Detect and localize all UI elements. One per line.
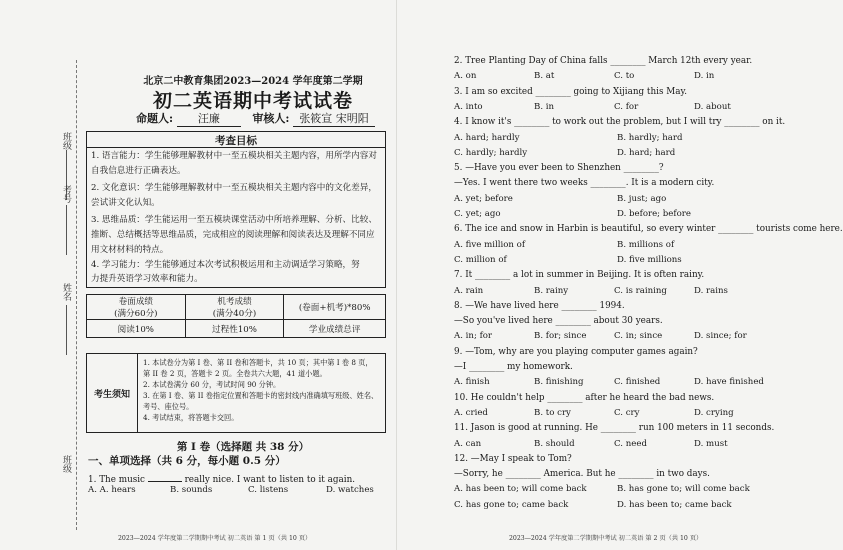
option-d[interactable]: D. must bbox=[694, 438, 728, 449]
objective-line: 自我信息进行正确表达。 bbox=[91, 166, 186, 176]
objectives-box bbox=[86, 131, 386, 288]
binding-label-class: 班级 bbox=[61, 132, 71, 150]
option-b[interactable]: B. at bbox=[534, 71, 555, 82]
option-d[interactable]: D. crying bbox=[694, 407, 734, 418]
binding-strip bbox=[0, 0, 80, 550]
objectives-title: 考查目标 bbox=[215, 135, 257, 147]
objective-line: 2. 文化意识：学生能够理解教材中一至五模块相关主题内容中的文化差异， bbox=[91, 183, 377, 193]
option-b[interactable]: B. for; since bbox=[534, 331, 587, 342]
option-d[interactable]: D. about bbox=[694, 101, 731, 112]
score-cell-total: 学业成绩总评 bbox=[284, 320, 386, 338]
author-name: 汪廉 bbox=[177, 110, 241, 127]
notice-label: 考生须知 bbox=[87, 354, 138, 432]
question-1-stem bbox=[88, 473, 355, 485]
seal-line bbox=[76, 60, 77, 530]
notice-line: 考号、座位号。 bbox=[143, 402, 194, 411]
question-stem: 10. He couldn't help ________ after he heard the bad news. bbox=[454, 392, 715, 403]
option-b[interactable]: B. has gone to; will come back bbox=[617, 484, 750, 495]
objective-line: 3. 思维品质：学生能运用一至五模块课堂活动中所培养理解、分析、比较、 bbox=[91, 215, 377, 225]
option-b[interactable]: B. millions of bbox=[617, 239, 675, 250]
question-stem: 4. I know it's ________ to work out the problem, but I will try ________ on it. bbox=[454, 117, 786, 128]
option-d[interactable]: D. have finished bbox=[694, 377, 764, 388]
option-c[interactable]: C. is raining bbox=[614, 285, 667, 296]
option-c[interactable]: C. hardly; hardly bbox=[454, 147, 528, 158]
question-stem: 11. Jason is good at running. He ________ run 100 meters in 11 seconds. bbox=[454, 423, 775, 434]
binding-label-name: 姓名 bbox=[61, 283, 71, 301]
option-c[interactable]: C. yet; ago bbox=[454, 209, 501, 219]
left-page bbox=[0, 0, 397, 550]
binding-field-id[interactable] bbox=[66, 205, 67, 255]
option-d[interactable]: D. five millions bbox=[617, 254, 682, 265]
option-b[interactable]: B. hardly; hard bbox=[617, 132, 683, 143]
question-stem: 3. I am so excited ________ going to Xijiang this May. bbox=[454, 86, 688, 97]
objective-line: 力提升英语学习效率和能力。 bbox=[91, 274, 203, 284]
objective-line: 尝试讲文化认知。 bbox=[91, 198, 160, 208]
question-stem: 8. —We have lived here ________ 1994. bbox=[454, 300, 625, 311]
option-a[interactable]: A. five million of bbox=[454, 239, 526, 250]
option-b[interactable]: B. in bbox=[534, 101, 555, 112]
option-d[interactable]: D. rains bbox=[694, 285, 728, 296]
question-stem-reply: —Sorry, he ________ America. But he ________ in two days. bbox=[454, 469, 710, 480]
option-a[interactable]: A. on bbox=[454, 71, 477, 82]
binding-label-class-2: 班级 bbox=[61, 455, 71, 473]
question-1-options bbox=[88, 485, 388, 497]
option-b[interactable]: B. just; ago bbox=[617, 193, 667, 204]
school-line: 北京二中教育集团2023—2024 学年度第二学期 bbox=[143, 76, 363, 87]
option-c[interactable]: C. for bbox=[614, 101, 639, 112]
question-stem-reply: —So you've lived here ________ about 30 years. bbox=[454, 316, 663, 327]
option-d[interactable]: D. has been to; came back bbox=[617, 499, 732, 510]
notice-box bbox=[86, 353, 386, 433]
q1-blank[interactable] bbox=[148, 473, 182, 482]
question-stem: 9. —Tom, why are you playing computer games again? bbox=[454, 346, 698, 357]
score-table bbox=[86, 294, 386, 338]
question-stem-reply: —I ________ my homework. bbox=[454, 362, 573, 372]
objective-line: 推断、总结概括等思维品质，完成相应的阅读理解和阅读表达及理解不同应 bbox=[91, 230, 375, 240]
option-b[interactable]: B. sounds bbox=[170, 485, 213, 495]
reviewer-label: 审核人: bbox=[252, 112, 290, 125]
question-stem: 7. It ________ a lot in summer in Beijing. It is often rainy. bbox=[454, 270, 705, 281]
option-a[interactable]: A. A. hears bbox=[88, 485, 136, 495]
right-page bbox=[397, 0, 843, 550]
score-cell-written: 卷面成绩 (满分60分) bbox=[87, 295, 186, 320]
q1-stem-after: really nice. I want to listen to it again. bbox=[184, 475, 356, 485]
exam-title: 初二英语期中考试试卷 bbox=[152, 90, 353, 112]
option-a[interactable]: A. yet; before bbox=[454, 193, 513, 204]
question-stem: 5. —Have you ever been to Shenzhen ________? bbox=[454, 163, 664, 174]
score-cell-computer: 机考成绩 (满分40分) bbox=[185, 295, 284, 320]
option-d[interactable]: D. before; before bbox=[617, 209, 691, 219]
option-c[interactable]: C. cry bbox=[614, 407, 640, 418]
option-c[interactable]: C. has gone to; came back bbox=[454, 499, 569, 510]
option-b[interactable]: B. to cry bbox=[534, 407, 571, 418]
binding-label-id: 考号 bbox=[61, 185, 71, 203]
notice-line: 第 II 卷 2 页，答题卡 2 页。全卷共六大题，41 道小题。 bbox=[143, 369, 327, 378]
notice-line: 1. 本试卷分为第 I 卷、第 II 卷和答题卡，共 10 页；其中第 I 卷 8 页， bbox=[143, 358, 373, 367]
option-a[interactable]: A. hard; hardly bbox=[454, 132, 520, 143]
q1-stem-before: 1. The music bbox=[88, 475, 145, 485]
option-a[interactable]: A. rain bbox=[454, 285, 484, 296]
page-footer-left: 2023—2024 学年度第二学期期中考试 初二英语 第 1 页（共 10 页） bbox=[118, 535, 312, 542]
notice-line: 2. 本试卷满分 60 分，考试时间 90 分钟。 bbox=[143, 380, 281, 389]
objective-line: 1. 语言能力：学生能够理解教材中一至五模块相关主题内容，用所学内容对 bbox=[91, 151, 377, 161]
author-label: 命题人: bbox=[136, 112, 174, 125]
option-a[interactable]: A. finish bbox=[454, 377, 490, 388]
option-d[interactable]: D. watches bbox=[326, 485, 374, 495]
reviewer-name: 张筱宣 宋明阳 bbox=[293, 110, 375, 127]
binding-field-name[interactable] bbox=[66, 305, 67, 355]
question-stem: 6. The ice and snow in Harbin is beautiful, so every winter ________ tourists come here. bbox=[454, 224, 843, 235]
option-d[interactable]: D. hard; hard bbox=[617, 147, 676, 158]
option-b[interactable]: B. should bbox=[534, 438, 575, 449]
notice-line: 3. 在第 I 卷、第 II 卷指定位置和答题卡的密封线内准确填写班级、姓名、 bbox=[143, 391, 379, 400]
score-cell-combined: (卷面+机考)*80% bbox=[284, 295, 386, 320]
part-one-title: 第 I 卷（选择题 共 38 分） bbox=[176, 441, 310, 453]
option-a[interactable]: A. cried bbox=[454, 407, 488, 418]
option-d[interactable]: D. since; for bbox=[694, 331, 747, 342]
option-c[interactable]: C. need bbox=[614, 438, 647, 449]
objective-line: 用文材材料的特点。 bbox=[91, 245, 169, 255]
section-one-title: 一、单项选择（共 6 分，每小题 0.5 分） bbox=[88, 455, 286, 467]
objectives-title-rule bbox=[87, 147, 385, 148]
option-b[interactable]: B. finishing bbox=[534, 377, 584, 388]
option-c[interactable]: C. finished bbox=[614, 377, 661, 388]
option-c[interactable]: C. to bbox=[614, 71, 635, 82]
notice-text bbox=[143, 357, 381, 423]
question-stem-reply: —Yes. I went there two weeks ________. It is a modern city. bbox=[454, 178, 715, 189]
notice-line: 4. 考试结束，将答题卡交回。 bbox=[143, 413, 239, 422]
option-a[interactable]: A. can bbox=[454, 438, 482, 449]
option-a[interactable]: A. has been to; will come back bbox=[454, 484, 587, 495]
option-c[interactable]: C. million of bbox=[454, 254, 507, 265]
option-a[interactable]: A. into bbox=[454, 101, 483, 112]
objective-line: 4. 学习能力：学生能够通过本次考试积极运用和主动调适学习策略，努 bbox=[91, 260, 360, 270]
option-a[interactable]: A. in; for bbox=[454, 331, 493, 342]
option-c[interactable]: C. in; since bbox=[614, 331, 663, 342]
score-cell-reading: 阅读10% bbox=[87, 320, 186, 338]
question-stem: 12. —May I speak to Tom? bbox=[454, 453, 572, 464]
option-b[interactable]: B. rainy bbox=[534, 285, 569, 296]
option-d[interactable]: D. in bbox=[694, 71, 715, 82]
author-row bbox=[136, 110, 375, 127]
score-cell-process: 过程性10% bbox=[185, 320, 284, 338]
page-footer-right: 2023—2024 学年度第二学期期中考试 初二英语 第 2 页（共 10 页） bbox=[509, 535, 703, 542]
option-c[interactable]: C. listens bbox=[248, 485, 289, 495]
question-stem: 2. Tree Planting Day of China falls ________ March 12th every year. bbox=[454, 56, 753, 66]
